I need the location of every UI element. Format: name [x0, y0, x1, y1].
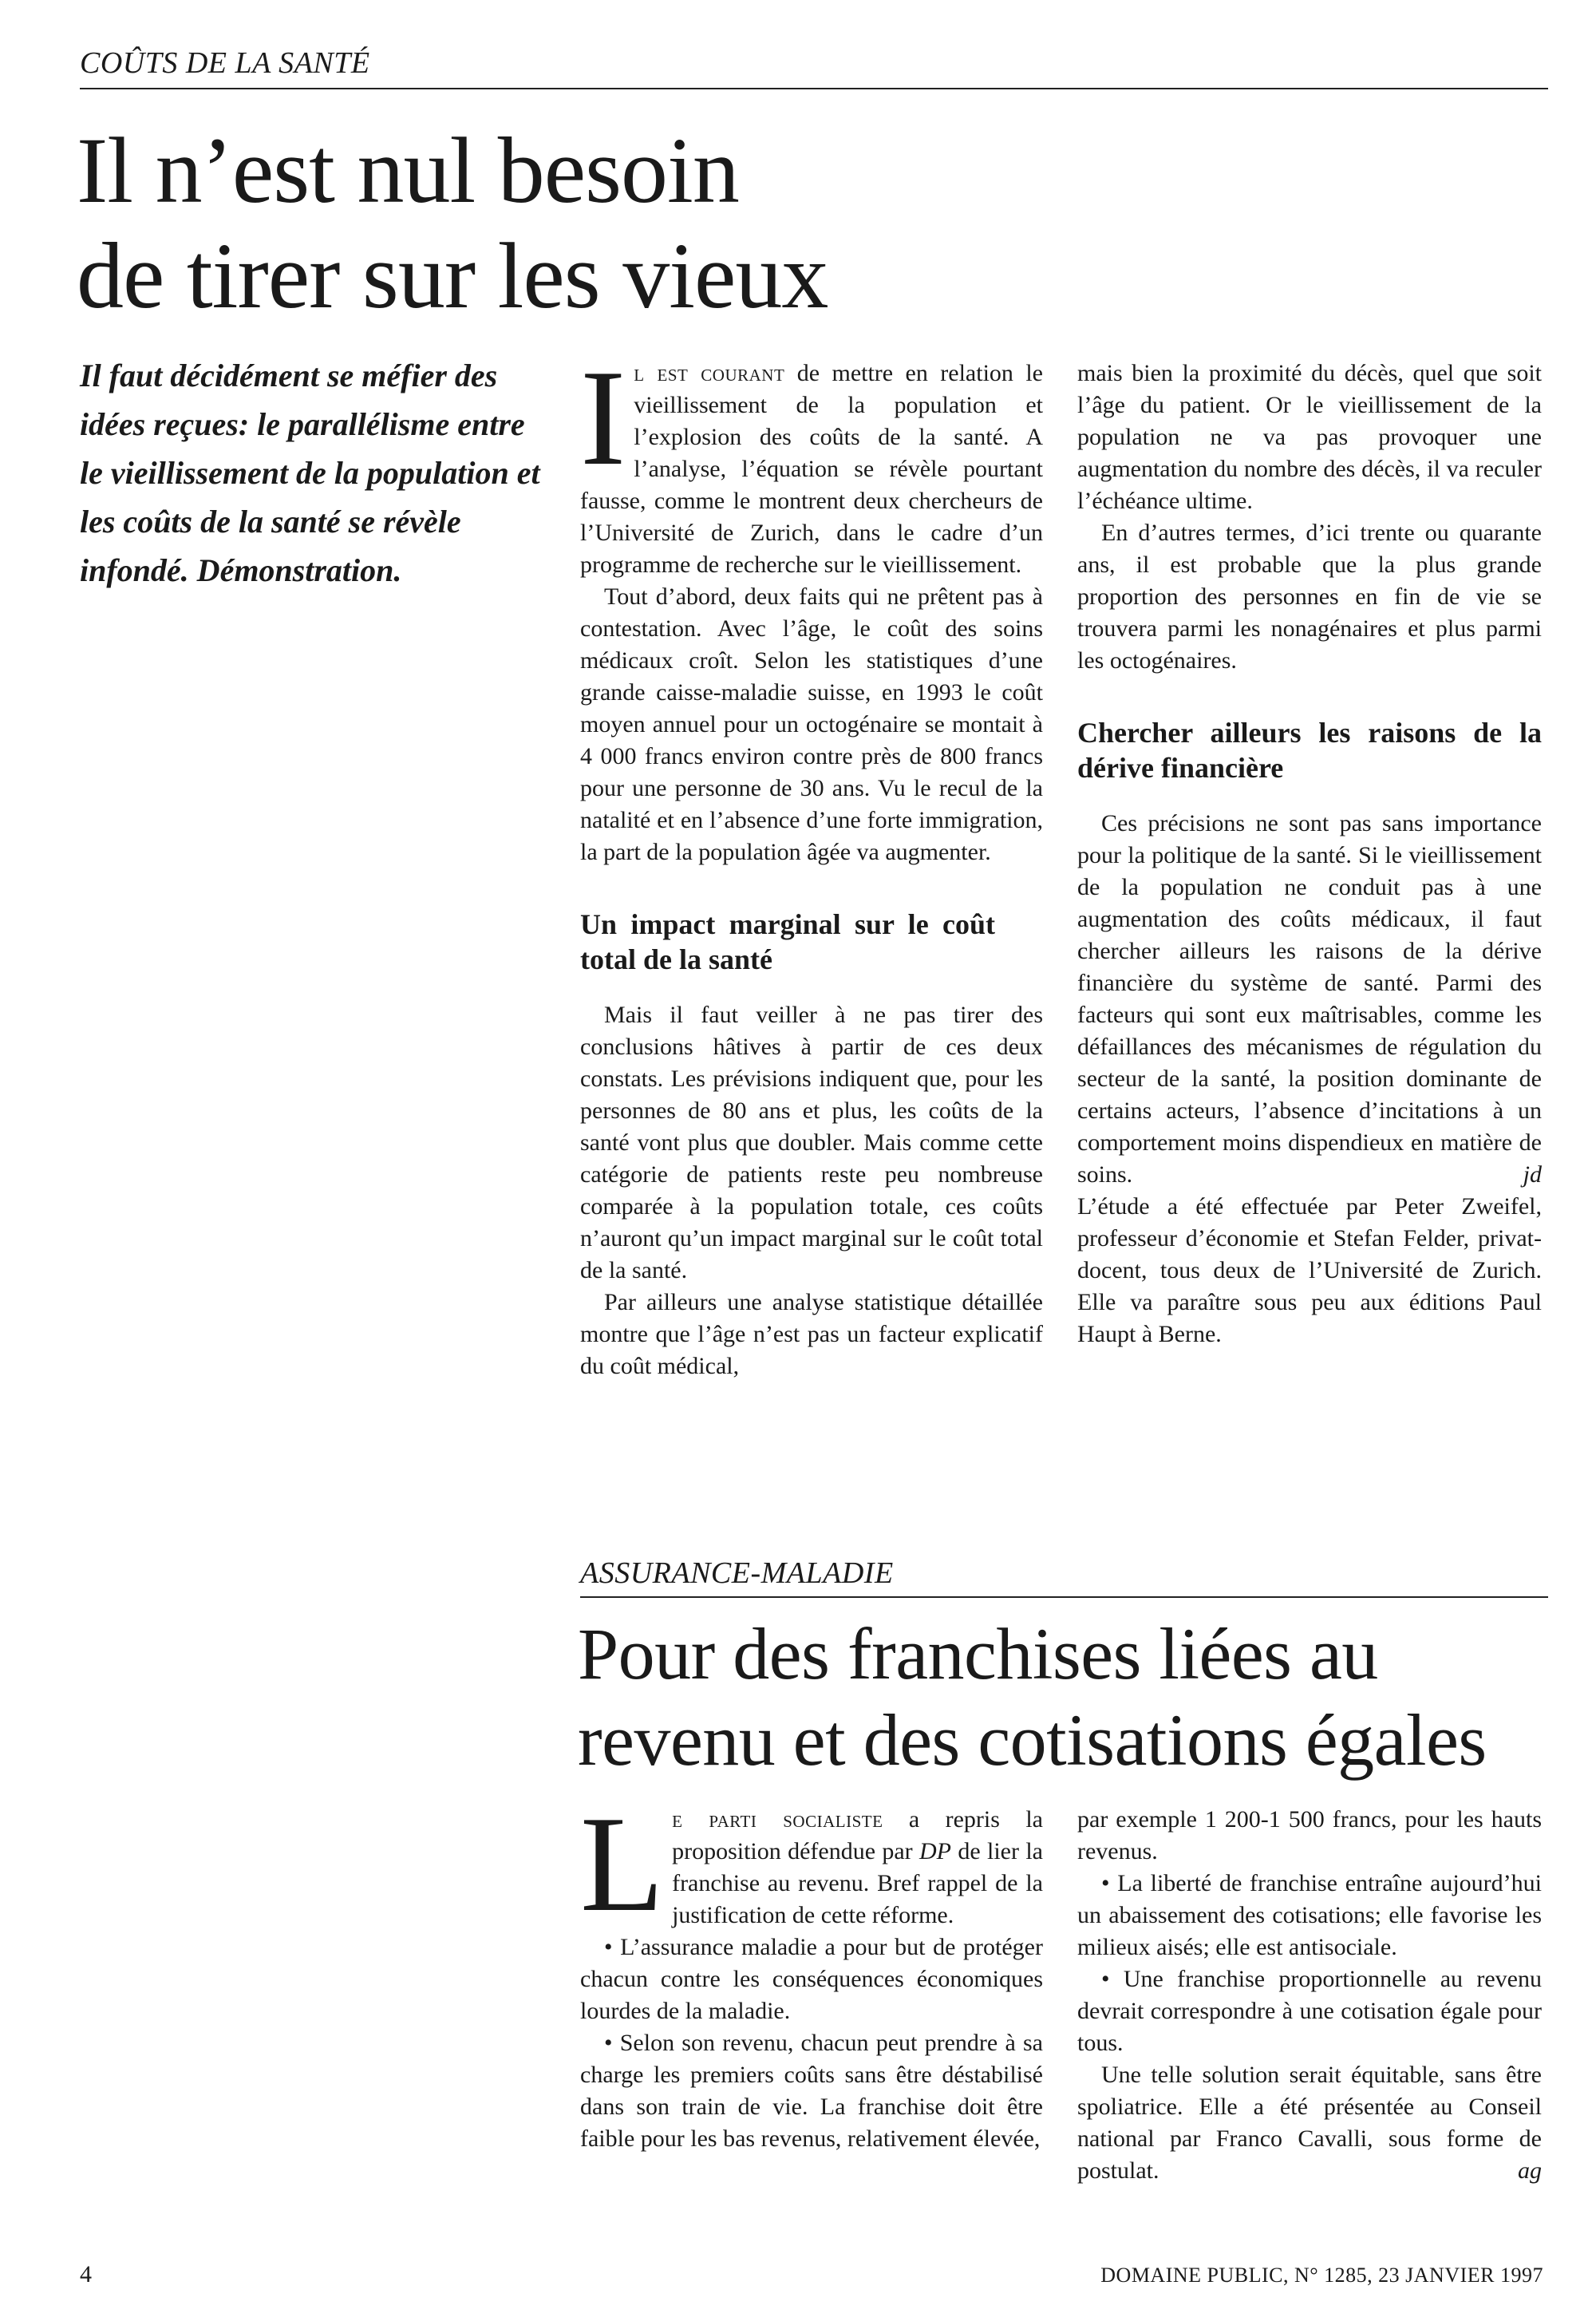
paragraph-text-a: a repris la proposition défendue par — [672, 1806, 1043, 1864]
headline2-line-1: Pour des franchises liées au — [578, 1613, 1378, 1694]
section-label-assurance-maladie: ASSURANCE-MALADIE — [580, 1556, 894, 1590]
article1-paragraph-7 — [1077, 808, 1542, 1191]
dp-italic: DP — [919, 1838, 952, 1864]
lead-smallcaps-2: e parti socialiste — [672, 1806, 883, 1833]
article2-paragraph-1 — [580, 1789, 1043, 1940]
subhead-chercher-ailleurs: Chercher ailleurs les raisons de la dérive financière — [1077, 717, 1542, 784]
article1-chapeau — [80, 351, 551, 595]
bullet-item-1: • L’assurance maladie a pour but de protéger chacun contre les conséquences économiques lourdes de la maladie. — [580, 1932, 1043, 2027]
paragraph-7-text: Ces précisions ne sont pas sans importance pour la politique de la santé. Si le vieillissement de la population ne conduit pas à une augmentation des coûts médicaux, il faut chercher ailleurs les raisons de la dérive financière du système de santé. Parmi des facteurs qui sont eux maîtrisables, comme les défaillances des mécanismes de régulation du secteur de la santé, la position dominante de certains acteurs, l’absence d’incitations à un comportement moins dispendieux en matière de soins. — [1077, 810, 1542, 1188]
paragraph-1-text: de mettre en relation le vieillissement de la population et l’explosion des coûts de la santé. A l’analyse, l’équation se révèle pourtant fausse, comme le montrent deux chercheurs de l’Université de Zurich, dans le cadre d’un programme de recherche sur le vieillissement. — [580, 360, 1043, 578]
article2-column-1 — [580, 1789, 1043, 2155]
headline-line-1: Il n’est nul besoin — [77, 118, 739, 223]
paragraph-3-text: Une telle solution serait équitable, sans être spoliatrice. Elle a été présentée au Conseil national par Franco Cavalli, sous forme de postulat. — [1077, 2062, 1542, 2184]
article2-paragraph-2: par exemple 1 200-1 500 francs, pour les hauts revenus. — [1077, 1806, 1542, 1864]
bullet-item-3: • La liberté de franchise entraîne aujourd’hui un abaissement des cotisations; elle favorise les milieux aisés; elle est antisociale. — [1077, 1868, 1542, 1963]
headline-line-2: de tirer sur les vieux — [77, 223, 828, 328]
article1-paragraph-1 — [580, 342, 1043, 581]
article2-paragraph-3 — [1077, 2059, 1542, 2187]
page-number: 4 — [80, 2261, 92, 2287]
article1-paragraph-3: Mais il faut veiller à ne pas tirer des conclusions hâtives à partir de ces deux constats. Les prévisions indiquent que, pour les personnes de 80 ans et plus, les coûts de la santé vont plus que doubler. Mais comme cette catégorie de patients reste peu nombreuse comparée à la population totale, ces coûts n’auront qu’un impact marginal sur le coût total de la santé. — [580, 1002, 1043, 1283]
bullet-item-4: • Une franchise proportionnelle au revenu devrait correspondre à une cotisation égale pour tous. — [1077, 1963, 1542, 2059]
bullet-item-2: • Selon son revenu, chacun peut prendre à sa charge les premiers coûts sans être déstabilisé dans son train de vie. La franchise doit être faible pour les bas revenus, relativement élevée, — [580, 2027, 1043, 2155]
article1-column-2 — [1077, 358, 1542, 1350]
chapeau-text: Il faut décidément se méfier des idées reçues: le parallélisme entre le vieillissement de la population et les coûts de la santé se révèle infondé. Démonstration. — [80, 358, 540, 588]
article2-headline — [578, 1611, 1548, 1783]
publication-footer: DOMAINE PUBLIC, N° 1285, 23 JANVIER 1997 — [1100, 2264, 1543, 2287]
signature-ag: ag — [1518, 2157, 1542, 2184]
article1-paragraph-2: Tout d’abord, deux faits qui ne prêtent pas à contestation. Avec l’âge, le coût des soins médicaux croît. Selon les statistiques d’une grande caisse-maladie suisse, en 1993 le coût moyen annuel pour un octogénaire se montait à 4 000 francs environ contre près de 800 francs pour une personne de 30 ans. Vu le recul de la natalité et en l’absence d’une forte immigration, la part de la population âgée va augmenter. — [580, 583, 1043, 865]
headline2-line-2: revenu et des cotisations égales — [578, 1699, 1487, 1781]
article1-column-1 — [580, 342, 1043, 1382]
study-note: L’étude a été effectuée par Peter Zweifel, professeur d’économie et Stefan Felder, privat-docent, tous deux de l’Université de Zurich. Elle va paraître sous peu aux éditions Paul Haupt à Berne. — [1077, 1193, 1542, 1347]
subhead-impact-marginal: Un impact marginal sur le coût total de la santé — [580, 908, 995, 975]
article2-column-2 — [1077, 1804, 1542, 2187]
article1-paragraph-6: En d’autres termes, d’ici trente ou quarante ans, il est probable que la plus grande proportion des personnes en fin de vie se trouvera parmi les nonagénaires et plus parmi les octogénaires. — [1077, 520, 1542, 674]
article1-paragraph-4: Par ailleurs une analyse statistique détaillée montre que l’âge n’est pas un facteur explicatif du coût médical, — [580, 1289, 1043, 1379]
paragraph-text-b: de lier la franchise au revenu. Bref rappel de la justification de cette réforme. — [672, 1838, 1043, 1928]
lead-smallcaps: l est courant — [634, 360, 785, 386]
article1-headline — [77, 118, 1194, 329]
dropcap-i: I — [580, 342, 626, 494]
section-label-couts-sante: COÛTS DE LA SANTÉ — [80, 46, 370, 80]
section-rule-article2 — [580, 1596, 1548, 1598]
section-rule-top — [80, 88, 1548, 89]
article1-paragraph-5: mais bien la proximité du décès, quel que soit l’âge du patient. Or le vieillissement de la population ne va pas provoquer une augmentation du nombre des décès, il va reculer l’échéance ultime. — [1077, 360, 1542, 514]
dropcap-l: L — [580, 1789, 665, 1940]
signature-jd: jd — [1523, 1161, 1542, 1188]
